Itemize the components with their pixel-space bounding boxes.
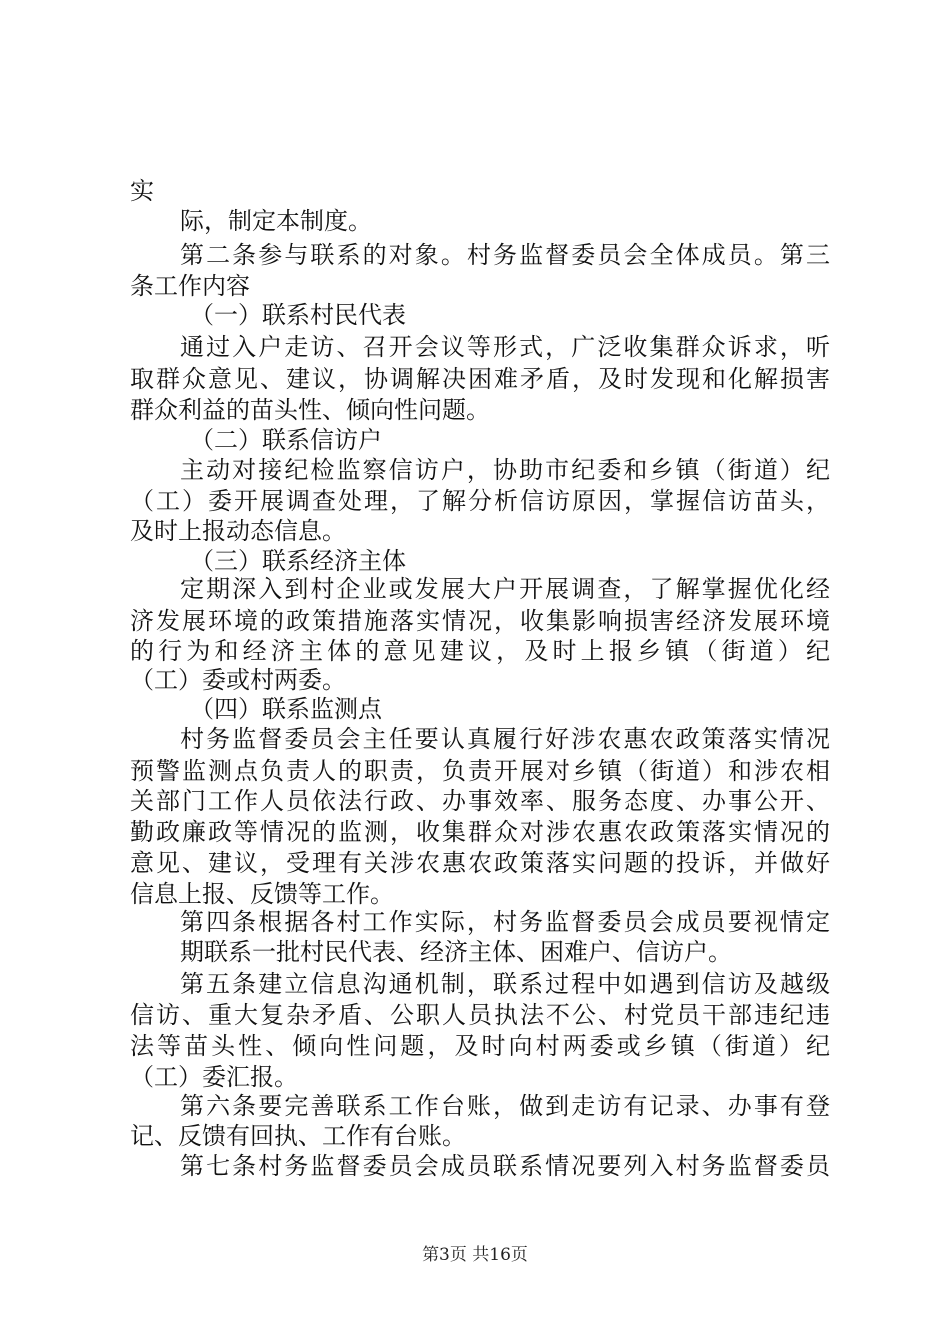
page-number: 第3页 共16页	[422, 1245, 528, 1265]
text-line: 记、反馈有回执、工作有台账。	[130, 1122, 466, 1150]
text-line: 济发展环境的政策措施落实情况，收集影响损害经济发展环境	[130, 607, 830, 635]
text-line: 关部门工作人员依法行政、办事效率、服务态度、办事公开、	[130, 787, 830, 815]
section-heading: （四）联系监测点	[190, 695, 382, 723]
text-line: 第六条要完善联系工作台账，做到走访有记录、办事有登	[180, 1092, 830, 1120]
text-line: 取群众意见、建议，协调解决困难矛盾，及时发现和化解损害	[130, 365, 830, 393]
text-line: 第四条根据各村工作实际，村务监督委员会成员要视情定	[180, 908, 830, 936]
text-line: 主动对接纪检监察信访户，协助市纪委和乡镇（街道）纪	[180, 456, 830, 484]
text-line: （工）委或村两委。	[130, 666, 346, 694]
text-line: 定期深入到村企业或发展大户开展调查，了解掌握优化经	[180, 575, 830, 603]
text-line: 法等苗头性、倾向性问题，及时向村两委或乡镇（街道）纪	[130, 1032, 830, 1060]
text-line: 的行为和经济主体的意见建议，及时上报乡镇（街道）纪	[130, 637, 830, 665]
text-line: 期联系一批村民代表、经济主体、困难户、信访户。	[180, 938, 732, 966]
text-line: （工）委开展调查处理，了解分析信访原因，掌握信访苗头，	[130, 487, 830, 515]
text-line: 信息上报、反馈等工作。	[130, 880, 394, 908]
text-line: （工）委汇报。	[130, 1063, 298, 1091]
text-line: 通过入户走访、召开会议等形式，广泛收集群众诉求，听	[180, 333, 830, 361]
text-line: 第七条村务监督委员会成员联系情况要列入村务监督委员	[180, 1152, 830, 1180]
text-line: 意见、建议，受理有关涉农惠农政策落实问题的投诉，并做好	[130, 849, 830, 877]
text-line: 实	[130, 177, 154, 205]
text-line: 第五条建立信息沟通机制，联系过程中如遇到信访及越级	[180, 970, 830, 998]
text-line: 预警监测点负责人的职责，负责开展对乡镇（街道）和涉农相	[130, 757, 830, 785]
text-line: 信访、重大复杂矛盾、公职人员执法不公、村党员干部违纪违	[130, 1001, 830, 1029]
text-line: 条工作内容	[130, 272, 250, 300]
section-heading: （三）联系经济主体	[190, 547, 406, 575]
text-line: 群众利益的苗头性、倾向性问题。	[130, 396, 490, 424]
text-line: 村务监督委员会主任要认真履行好涉农惠农政策落实情况	[180, 725, 830, 753]
text-line: 第二条参与联系的对象。村务监督委员会全体成员。第三	[180, 241, 830, 269]
section-heading: （一）联系村民代表	[190, 301, 406, 329]
section-heading: （二）联系信访户	[190, 426, 382, 454]
text-line: 及时上报动态信息。	[130, 517, 346, 545]
text-line: 勤政廉政等情况的监测，收集群众对涉农惠农政策落实情况的	[130, 818, 830, 846]
text-line: 际，制定本制度。	[180, 207, 372, 235]
